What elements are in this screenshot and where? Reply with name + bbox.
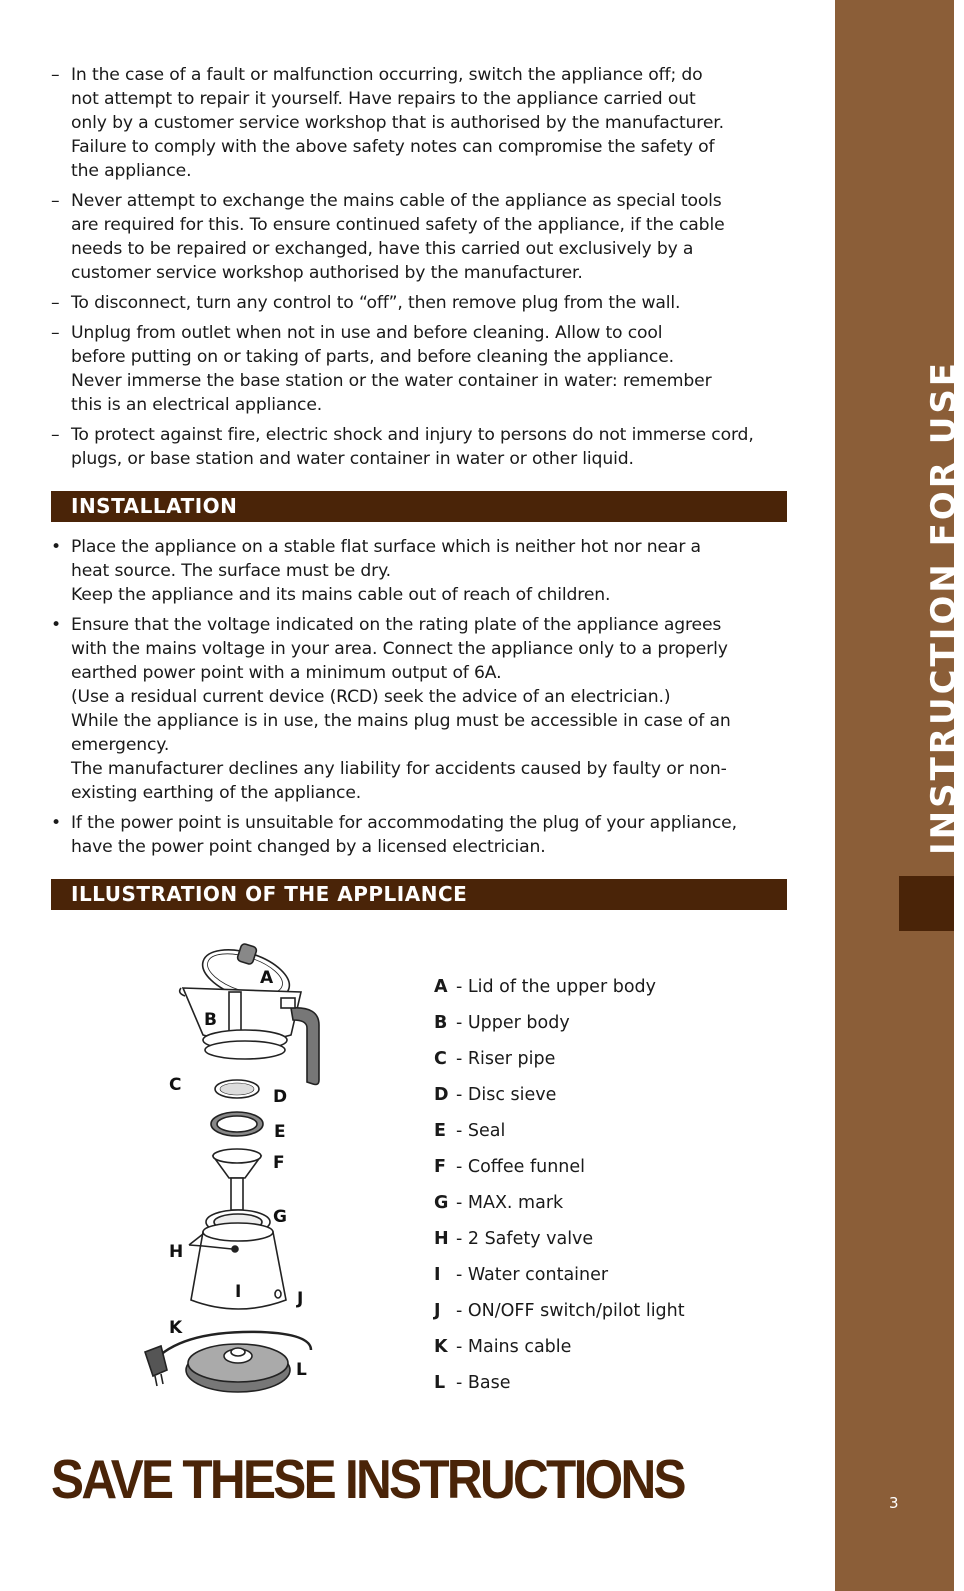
diagram-label-e: E bbox=[274, 1122, 286, 1142]
diagram-label-j: J bbox=[297, 1289, 304, 1309]
safety-note-item bbox=[51, 423, 787, 471]
diagram-label-l: L bbox=[296, 1360, 307, 1380]
list-marker: – bbox=[51, 425, 60, 445]
safety-note-item bbox=[51, 189, 787, 285]
illustration-heading: ILLUSTRATION OF THE APPLIANCE bbox=[51, 879, 787, 910]
diagram-label-f: F bbox=[273, 1153, 285, 1173]
safety-note-item bbox=[51, 321, 787, 417]
legend-row bbox=[434, 1335, 685, 1371]
text-line: have the power point changed by a licensed electrician. bbox=[71, 837, 546, 857]
legend-letter: J bbox=[434, 1301, 441, 1321]
legend-letter: I bbox=[434, 1265, 441, 1285]
legend-row bbox=[434, 1155, 685, 1191]
installation-item bbox=[51, 811, 787, 859]
text-line: Place the appliance on a stable flat surface which is neither hot nor near a bbox=[71, 537, 701, 557]
text-line: existing earthing of the appliance. bbox=[71, 783, 362, 803]
legend-row bbox=[434, 1119, 685, 1155]
sidebar-tab-marker bbox=[899, 876, 954, 931]
legend-row bbox=[434, 1263, 685, 1299]
diagram-label-g: G bbox=[273, 1207, 287, 1227]
legend-letter: A bbox=[434, 977, 448, 997]
legend-row bbox=[434, 1083, 685, 1119]
text-line: are required for this. To ensure continued safety of the appliance, if the cable bbox=[71, 215, 725, 235]
text-line: plugs, or base station and water container in water or other liquid. bbox=[71, 449, 634, 469]
main-content bbox=[51, 63, 787, 923]
installation-item bbox=[51, 535, 787, 607]
list-marker: • bbox=[51, 615, 61, 635]
text-line: Ensure that the voltage indicated on the rating plate of the appliance agrees bbox=[71, 615, 722, 635]
legend-label: - Riser pipe bbox=[456, 1049, 556, 1069]
legend-row bbox=[434, 1191, 685, 1227]
text-line: Failure to comply with the above safety notes can compromise the safety of bbox=[71, 137, 715, 157]
legend-label: - Upper body bbox=[456, 1013, 570, 1033]
legend-letter: C bbox=[434, 1049, 447, 1069]
text-line: customer service workshop authorised by the manufacturer. bbox=[71, 263, 583, 283]
appliance-illustration bbox=[51, 940, 787, 1420]
text-line: Never immerse the base station or the water container in water: remember bbox=[71, 371, 712, 391]
text-line: this is an electrical appliance. bbox=[71, 395, 323, 415]
list-marker: • bbox=[51, 813, 61, 833]
text-line: earthed power point with a minimum output of 6A. bbox=[71, 663, 502, 683]
list-marker: • bbox=[51, 537, 61, 557]
legend-label: - Mains cable bbox=[456, 1337, 572, 1357]
list-marker: – bbox=[51, 323, 60, 343]
text-line: Keep the appliance and its mains cable out of reach of children. bbox=[71, 585, 611, 605]
list-marker: – bbox=[51, 65, 60, 85]
legend-row bbox=[434, 1047, 685, 1083]
text-line: the appliance. bbox=[71, 161, 192, 181]
diagram-label-b: B bbox=[204, 1010, 217, 1030]
diagram-label-d: D bbox=[273, 1087, 288, 1107]
text-line: emergency. bbox=[71, 735, 170, 755]
text-line: only by a customer service workshop that is authorised by the manufacturer. bbox=[71, 113, 724, 133]
safety-notes-list bbox=[51, 63, 787, 471]
legend-label: - 2 Safety valve bbox=[456, 1229, 594, 1249]
text-line: with the mains voltage in your area. Connect the appliance only to a properly bbox=[71, 639, 728, 659]
text-line: While the appliance is in use, the mains plug must be accessible in case of an bbox=[71, 711, 731, 731]
legend-letter: D bbox=[434, 1085, 449, 1105]
legend-label: - ON/OFF switch/pilot light bbox=[456, 1301, 685, 1321]
text-line: needs to be repaired or exchanged, have this carried out exclusively by a bbox=[71, 239, 694, 259]
legend-row bbox=[434, 975, 685, 1011]
text-line: Unplug from outlet when not in use and before cleaning. Allow to cool bbox=[71, 323, 663, 343]
legend-row bbox=[434, 1227, 685, 1263]
text-line: In the case of a fault or malfunction occurring, switch the appliance off; do bbox=[71, 65, 703, 85]
legend-label: - Lid of the upper body bbox=[456, 977, 656, 997]
legend-letter: G bbox=[434, 1193, 449, 1213]
save-instructions-banner: SAVE THESE INSTRUCTIONS bbox=[51, 1448, 684, 1510]
diagram-label-a: A bbox=[260, 968, 274, 988]
text-line: not attempt to repair it yourself. Have repairs to the appliance carried out bbox=[71, 89, 696, 109]
legend-row bbox=[434, 1011, 685, 1047]
diagram-label-i: I bbox=[235, 1282, 242, 1302]
installation-item bbox=[51, 613, 787, 805]
safety-note-item bbox=[51, 63, 787, 183]
installation-heading: INSTALLATION bbox=[51, 491, 787, 522]
text-line: If the power point is unsuitable for accommodating the plug of your appliance, bbox=[71, 813, 737, 833]
page-number: 3 bbox=[889, 1494, 899, 1512]
legend-row bbox=[434, 1371, 685, 1407]
legend-letter: H bbox=[434, 1229, 449, 1249]
legend-letter: F bbox=[434, 1157, 446, 1177]
parts-legend bbox=[434, 975, 685, 1407]
legend-label: - Coffee funnel bbox=[456, 1157, 586, 1177]
text-line: (Use a residual current device (RCD) seek the advice of an electrician.) bbox=[71, 687, 671, 707]
legend-label: - Water container bbox=[456, 1265, 609, 1285]
text-line: Never attempt to exchange the mains cable of the appliance as special tools bbox=[71, 191, 722, 211]
diagram-label-h: H bbox=[169, 1242, 184, 1262]
sidebar-title: INSTRUCTION FOR USE bbox=[924, 359, 964, 855]
legend-letter: K bbox=[434, 1337, 448, 1357]
moka-pot-exploded-diagram bbox=[141, 940, 351, 1420]
text-line: heat source. The surface must be dry. bbox=[71, 561, 391, 581]
text-line: before putting on or taking of parts, and before cleaning the appliance. bbox=[71, 347, 674, 367]
legend-letter: L bbox=[434, 1373, 446, 1393]
legend-letter: B bbox=[434, 1013, 448, 1033]
text-line: To disconnect, turn any control to “off”, then remove plug from the wall. bbox=[71, 293, 681, 313]
diagram-label-k: K bbox=[169, 1318, 183, 1338]
text-line: The manufacturer declines any liability for accidents caused by faulty or non- bbox=[71, 759, 727, 779]
legend-label: - Seal bbox=[456, 1121, 506, 1141]
legend-letter: E bbox=[434, 1121, 446, 1141]
list-marker: – bbox=[51, 191, 60, 211]
safety-note-item bbox=[51, 291, 787, 315]
legend-label: - Disc sieve bbox=[456, 1085, 557, 1105]
installation-list bbox=[51, 535, 787, 859]
legend-label: - Base bbox=[456, 1373, 511, 1393]
legend-row bbox=[434, 1299, 685, 1335]
text-line: To protect against fire, electric shock and injury to persons do not immerse cord, bbox=[71, 425, 754, 445]
diagram-label-c: C bbox=[169, 1075, 182, 1095]
list-marker: – bbox=[51, 293, 60, 313]
legend-label: - MAX. mark bbox=[456, 1193, 564, 1213]
